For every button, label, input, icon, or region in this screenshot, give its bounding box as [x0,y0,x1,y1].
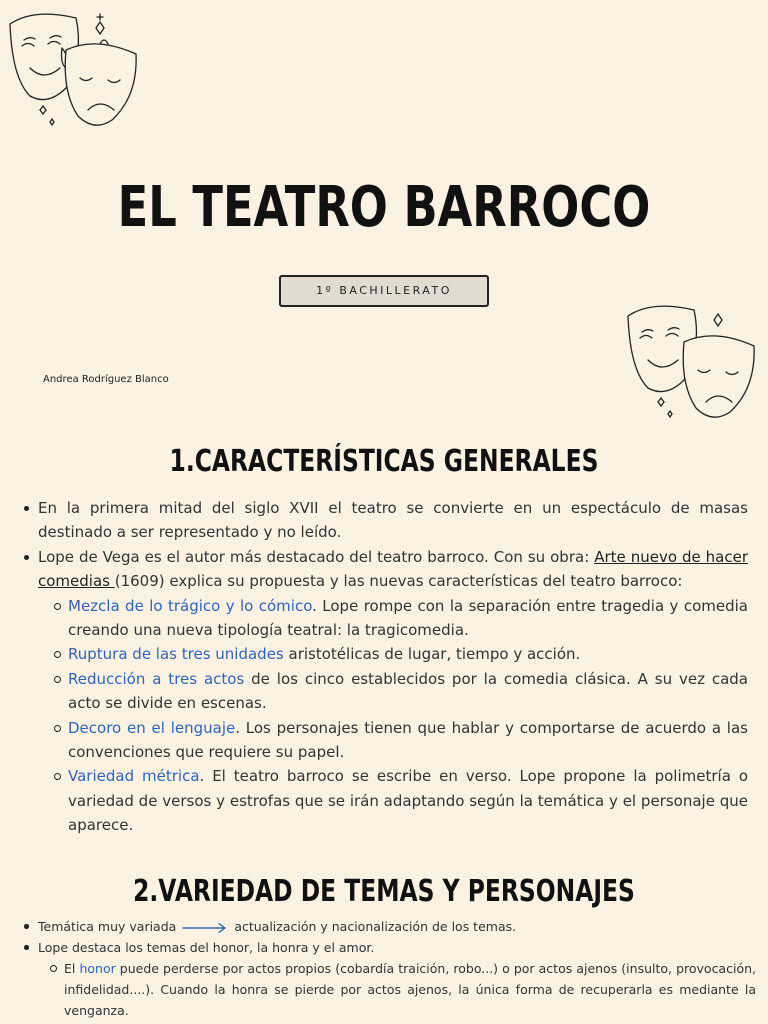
highlight-term: Reducción a tres actos [68,669,245,688]
section-themes [22,916,756,1021]
sub-list-item [68,642,748,666]
highlight-term: Variedad métrica [68,767,200,786]
author-name: Andrea Rodríguez Blanco [43,374,169,385]
page-title: EL TEATRO BARROCO [117,175,651,240]
work-title-link: Arte nuevo de hacer comedias [38,547,748,591]
sub-list-text: aristotélicas de lugar, tiempo y acción. [283,645,581,664]
sub-list-item [64,958,756,1021]
sub-list-item [68,716,748,765]
list-item [22,545,748,838]
list-item [22,496,748,545]
sub-list-text: puede perderse por actos propios (cobardía traición, robo...) o por actos ajenos (insulto, provocación, infidelidad....). Cuando la honra se pierde por actos ajenos, la única forma de recuperarla es mediante la venganza. [64,961,756,1018]
highlight-term: Decoro en el lenguaje [68,718,236,737]
list-item [22,916,756,937]
highlight-term: Ruptura de las tres unidades [68,645,284,664]
arrow-right-icon [182,922,228,934]
list-item-text: actualización y nacionalización de los temas. [234,919,517,934]
section-title-temas: 2.VARIEDAD DE TEMAS Y PERSONAJES [133,874,635,909]
list-item-text: (1609) explica su propuesta y las nuevas características del teatro barroco: [114,572,683,591]
highlight-term: Mezcla de lo trágico y lo cómico [68,596,313,615]
sub-list-item [68,667,748,716]
list-item-text: Lope destaca los temas del honor, la honra y el amor. [38,940,375,955]
level-badge: 1º BACHILLERATO [279,275,489,307]
list-item [22,937,756,1021]
list-item-text: En la primera mitad del siglo XVII el teatro se convierte en un espectáculo de masas destinado a ser representado y no leído. [38,499,748,542]
sub-list-text: El [64,961,80,976]
sub-list-item [68,594,748,643]
highlight-term: honor [79,961,116,976]
sub-list-text: . Los personajes tienen que hablar y comportarse de acuerdo a las convenciones que requiere su papel. [68,718,748,762]
list-item-text: Lope de Vega es el autor más destacado del teatro barroco. Con su obra: [38,547,595,566]
sub-list-item [68,764,748,837]
theatre-masks-icon [4,6,144,136]
section-characteristics [22,496,748,838]
sub-list-text: . Lope rompe con la separación entre tragedia y comedia creando una nueva tipología teatral: la tragicomedia. [68,596,748,640]
sub-list-text: de los cinco establecidos por la comedia clásica. A su vez cada acto se divide en escenas. [68,669,748,713]
theatre-masks-icon [622,298,762,428]
section-title-caracteristicas: 1.CARACTERÍSTICAS GENERALES [169,444,599,479]
list-item-text: Temática muy variada [38,919,177,934]
sub-list-text: . El teatro barroco se escribe en verso. Lope propone la polimetría o variedad de versos y estrofas que se irán adaptando según la temática y el personaje que aparece. [68,767,748,835]
